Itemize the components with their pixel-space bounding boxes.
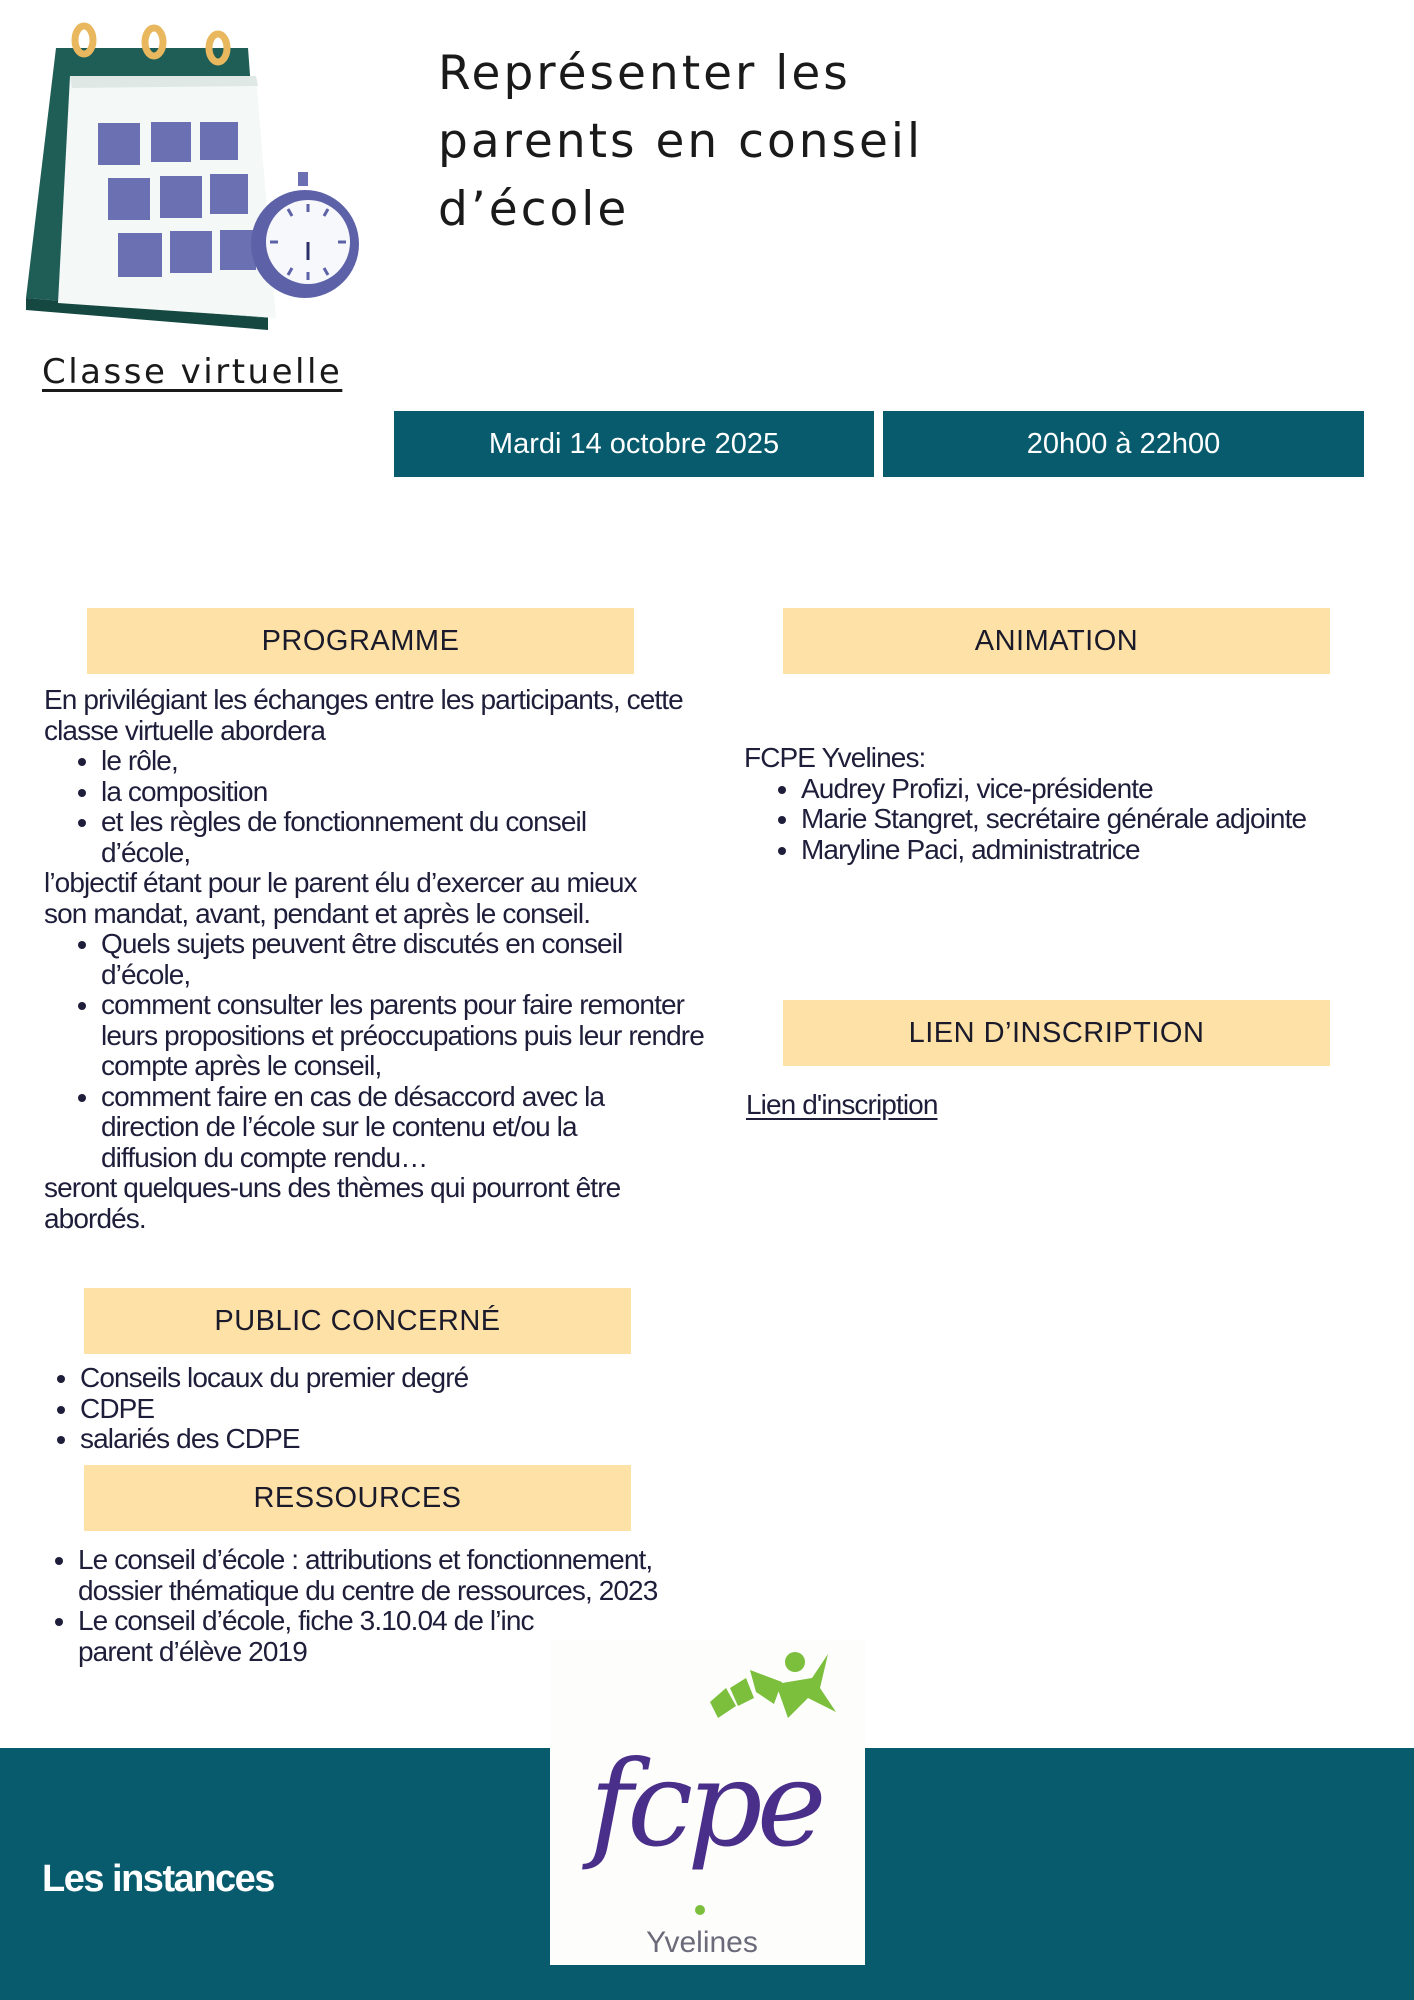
title-line: Représenter les	[438, 46, 851, 101]
list-item: • le rôle,	[101, 746, 704, 777]
programme-middle: l’objectif étant pour le parent élu d’exercer au mieux son mandat, avant, pendant et après le conseil.	[44, 867, 637, 929]
list-item: • CDPE	[80, 1394, 684, 1425]
title-line: d’école	[438, 182, 630, 237]
list-item: • comment faire en cas de désaccord avec la direction de l’école sur le contenu et/ou la diffusion du compte rendu…	[101, 1082, 704, 1174]
programme-outro: seront quelques-uns des thèmes qui pourront être abordés.	[44, 1172, 621, 1234]
list-item: • comment consulter les parents pour faire remonter leurs propositions et préoccupations puis leur rendre compte après le conseil,	[101, 990, 704, 1082]
clock-icon	[250, 172, 360, 312]
resource-item: • Le conseil d’école : attributions et fonctionnement, dossier thématique du centre de ressources, 2023	[78, 1545, 702, 1606]
list-item: • Conseils locaux du premier degré	[80, 1363, 684, 1394]
resource-item: • Le conseil d’école, fiche 3.10.04 de l’inc parent d’élève 2019	[78, 1606, 702, 1667]
logo-subtext: Yvelines	[646, 1926, 758, 1959]
animation-heading: ANIMATION	[783, 608, 1330, 674]
animation-text	[744, 743, 1384, 865]
list-item: • la composition	[101, 777, 704, 808]
page-title	[438, 40, 998, 244]
programme-intro: En privilégiant les échanges entre les participants, cette classe virtuelle abordera	[44, 684, 683, 746]
programme-heading: PROGRAMME	[87, 608, 634, 674]
list-item: • Maryline Paci, administratrice	[801, 835, 1384, 866]
date-badge: Mardi 14 octobre 2025	[394, 411, 874, 477]
subtitle: Classe virtuelle	[42, 352, 343, 392]
programme-text	[44, 685, 704, 1234]
inscription-link[interactable]: Lien d'inscription	[746, 1089, 938, 1120]
fcpe-logo	[550, 1640, 865, 1965]
list-item: • Quels sujets peuvent être discutés en conseil d’école,	[101, 929, 704, 990]
list-item: • et les règles de fonctionnement du conseil d’école,	[101, 807, 704, 868]
public-heading: PUBLIC CONCERNÉ	[84, 1288, 631, 1354]
title-line: parents en conseil	[438, 114, 924, 169]
time-badge: 20h00 à 22h00	[883, 411, 1364, 477]
inscription-heading: LIEN D’INSCRIPTION	[783, 1000, 1330, 1066]
footer-label: Les instances	[42, 1858, 274, 1900]
animation-org: FCPE Yvelines:	[744, 742, 926, 773]
logo-wordmark: fcpe	[589, 1735, 821, 1873]
public-text	[44, 1363, 684, 1455]
ressources-heading: RESSOURCES	[84, 1465, 631, 1531]
list-item: • Marie Stangret, secrétaire générale adjointe	[801, 804, 1384, 835]
list-item: • salariés des CDPE	[80, 1424, 684, 1455]
list-item: • Audrey Profizi, vice-présidente	[801, 774, 1384, 805]
